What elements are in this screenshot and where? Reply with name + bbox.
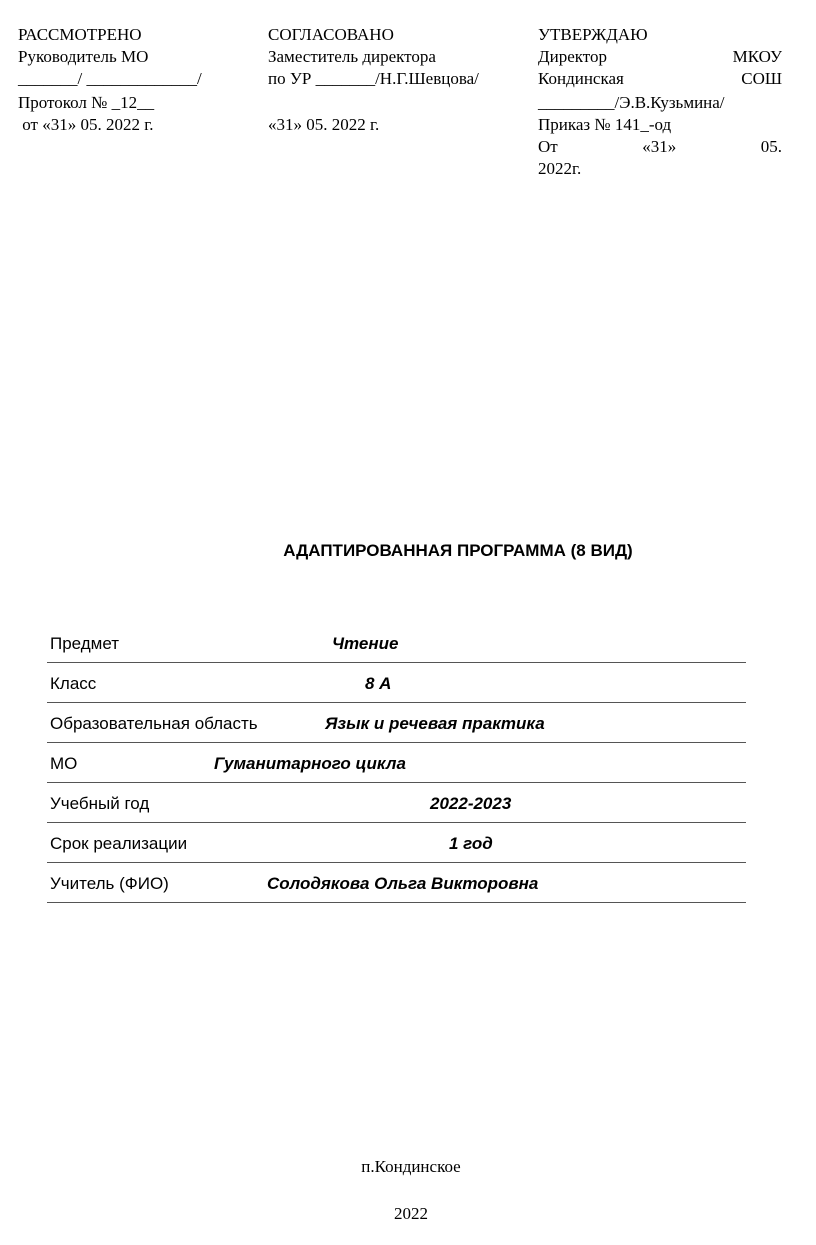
- field-row-class: [47, 662, 746, 703]
- field-value: Чтение: [332, 634, 399, 653]
- field-label: Учитель (ФИО): [50, 874, 169, 893]
- considered-line-1: Руководитель МО: [18, 47, 149, 66]
- approved-order: Приказ № 141_-од: [538, 115, 672, 134]
- agreed-heading: СОГЛАСОВАНО: [268, 25, 394, 44]
- field-label: МО: [50, 754, 78, 773]
- document-title: АДАПТИРОВАННАЯ ПРОГРАММА (8 ВИД): [283, 541, 633, 560]
- approved-date-day: «31»: [642, 137, 677, 156]
- field-value: 8 А: [365, 674, 392, 693]
- field-row-subject: [47, 622, 746, 663]
- field-label: Образовательная область: [50, 714, 258, 733]
- considered-protocol: Протокол № _12__: [18, 93, 155, 112]
- considered-heading: РАССМОТРЕНО: [18, 25, 142, 44]
- considered-date: от «31» 05. 2022 г.: [18, 115, 154, 134]
- approved-date-month: 05.: [760, 137, 782, 156]
- approved-line-1-b: МКОУ: [732, 47, 782, 66]
- approved-date-line: [538, 136, 782, 158]
- agreed-signature-line: по УР _______/Н.Г.Шевцова/: [268, 69, 479, 88]
- field-label: Срок реализации: [50, 834, 188, 853]
- approved-signature-line: _________/Э.В.Кузьмина/: [538, 93, 725, 112]
- field-row-duration: [47, 822, 746, 863]
- field-row-year: [47, 782, 746, 823]
- approved-date-prefix: От: [538, 137, 558, 156]
- agreed-line-1: Заместитель директора: [268, 47, 436, 66]
- field-row-mo: [47, 742, 746, 783]
- field-value: Гуманитарного цикла: [214, 754, 406, 773]
- field-value: Язык и речевая практика: [325, 714, 545, 733]
- field-label: Класс: [50, 674, 97, 693]
- field-value: 2022-2023: [430, 794, 512, 813]
- considered-signature-line: _______/ _____________/: [18, 69, 202, 88]
- field-row-teacher: [47, 862, 746, 903]
- field-value: 1 год: [449, 834, 493, 853]
- footer-year: 2022: [394, 1204, 428, 1223]
- approved-line-2-a: Кондинская: [538, 69, 624, 88]
- agreed-date: «31» 05. 2022 г.: [268, 115, 380, 134]
- field-value: Солодякова Ольга Викторовна: [267, 874, 539, 893]
- field-row-area: [47, 702, 746, 743]
- approved-year: 2022г.: [538, 159, 582, 178]
- footer-place: п.Кондинское: [361, 1157, 461, 1176]
- field-label: Учебный год: [50, 794, 150, 813]
- field-label: Предмет: [50, 634, 120, 653]
- approved-line-2: [538, 68, 782, 90]
- approved-line-2-b: СОШ: [741, 69, 782, 88]
- approved-line-1-a: Директор: [538, 47, 607, 66]
- approved-heading: УТВЕРЖДАЮ: [538, 25, 648, 44]
- approved-line-1: [538, 46, 782, 68]
